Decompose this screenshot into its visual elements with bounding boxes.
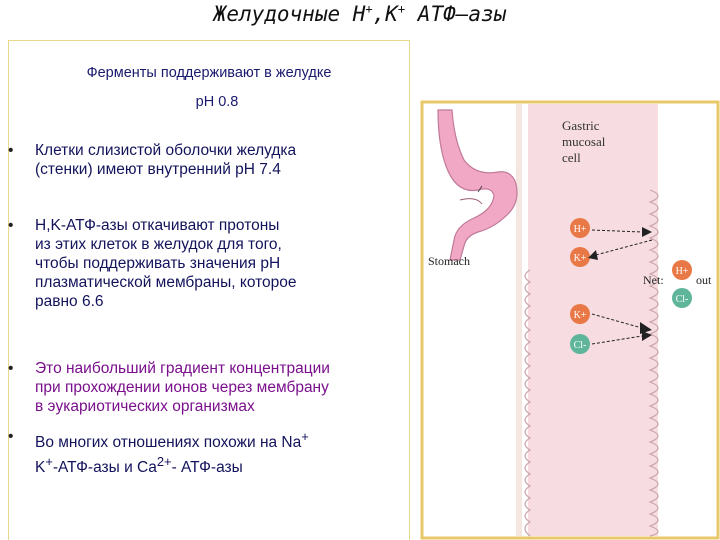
cell-label-line-1: Gastric [562,118,600,133]
title-sup-1: + [365,2,373,16]
bullet-1-line-2: (стенки) имеют внутренний pH 7.4 [35,161,281,178]
stomach-label: Stomach [428,254,470,268]
ion-h-outside-label: H+ [675,266,689,277]
title-part-2: ,K [372,2,398,26]
ion-k-inside-1-label: K+ [573,253,587,264]
out-label: out [696,273,712,287]
cell-label-line-3: cell [562,150,581,165]
bullet-2-line-4: плазматической мембраны, которое [35,274,297,291]
bullet-2 [8,216,297,311]
text-panel [8,40,410,540]
title-part-1: Желудочные H [213,2,366,26]
bullet-3-line-3: в эукариотических организмах [35,398,255,415]
mucosal-cell [528,104,658,536]
bullet-2-line-5: равно 6.6 [35,293,104,310]
bullet-1 [8,141,297,179]
bullet-4 [8,427,309,477]
bullet-3-line-2: при прохождении ионов через мембрану [35,379,329,396]
bullet-1-line-1: Клетки слизистой оболочки желудка [35,142,297,159]
ion-h-inside-label: H+ [573,224,587,235]
cell-villi [650,190,658,536]
bullet-2-line-1: H,K-АТФ-азы откачивают протоны [35,217,280,234]
bullet-dot: • [8,360,14,377]
bullet-3-line-1: Это наибольший градиент концентрации [35,360,330,377]
bullet-4-line-2: K+-АТФ-азы и $Ca^{2+}-$ АТФ-азы [35,454,243,477]
bullet-dot: • [8,142,14,159]
membrane-band [516,104,522,536]
net-label: Net: [643,273,664,287]
intro-line-2: pH 0.8 [195,94,239,110]
bullet-4-line-1: Во многих отношениях похожи на Na+ [35,429,309,452]
title-sup-2: + [397,2,406,16]
ion-k-inside-2-label: K+ [573,310,587,321]
ion-cl-outside-label: Cl- [675,294,689,305]
slide-title [0,2,720,26]
bullet-2-line-3: чтобы поддерживать значения pH [35,255,281,272]
bullet-3 [8,359,330,416]
gastric-cell-diagram [420,100,720,540]
bullet-dot: • [8,428,14,445]
ion-cl-inside-label: Cl- [573,340,587,351]
bullet-dot: • [8,217,14,234]
bullet-2-line-2: из этих клеток в желудок для того, [35,236,282,253]
intro-line-1: Ферменты поддерживают в желудке [86,65,332,81]
cell-label-line-2: mucosal [562,134,606,149]
title-part-3: АТФ–азы [405,2,507,26]
